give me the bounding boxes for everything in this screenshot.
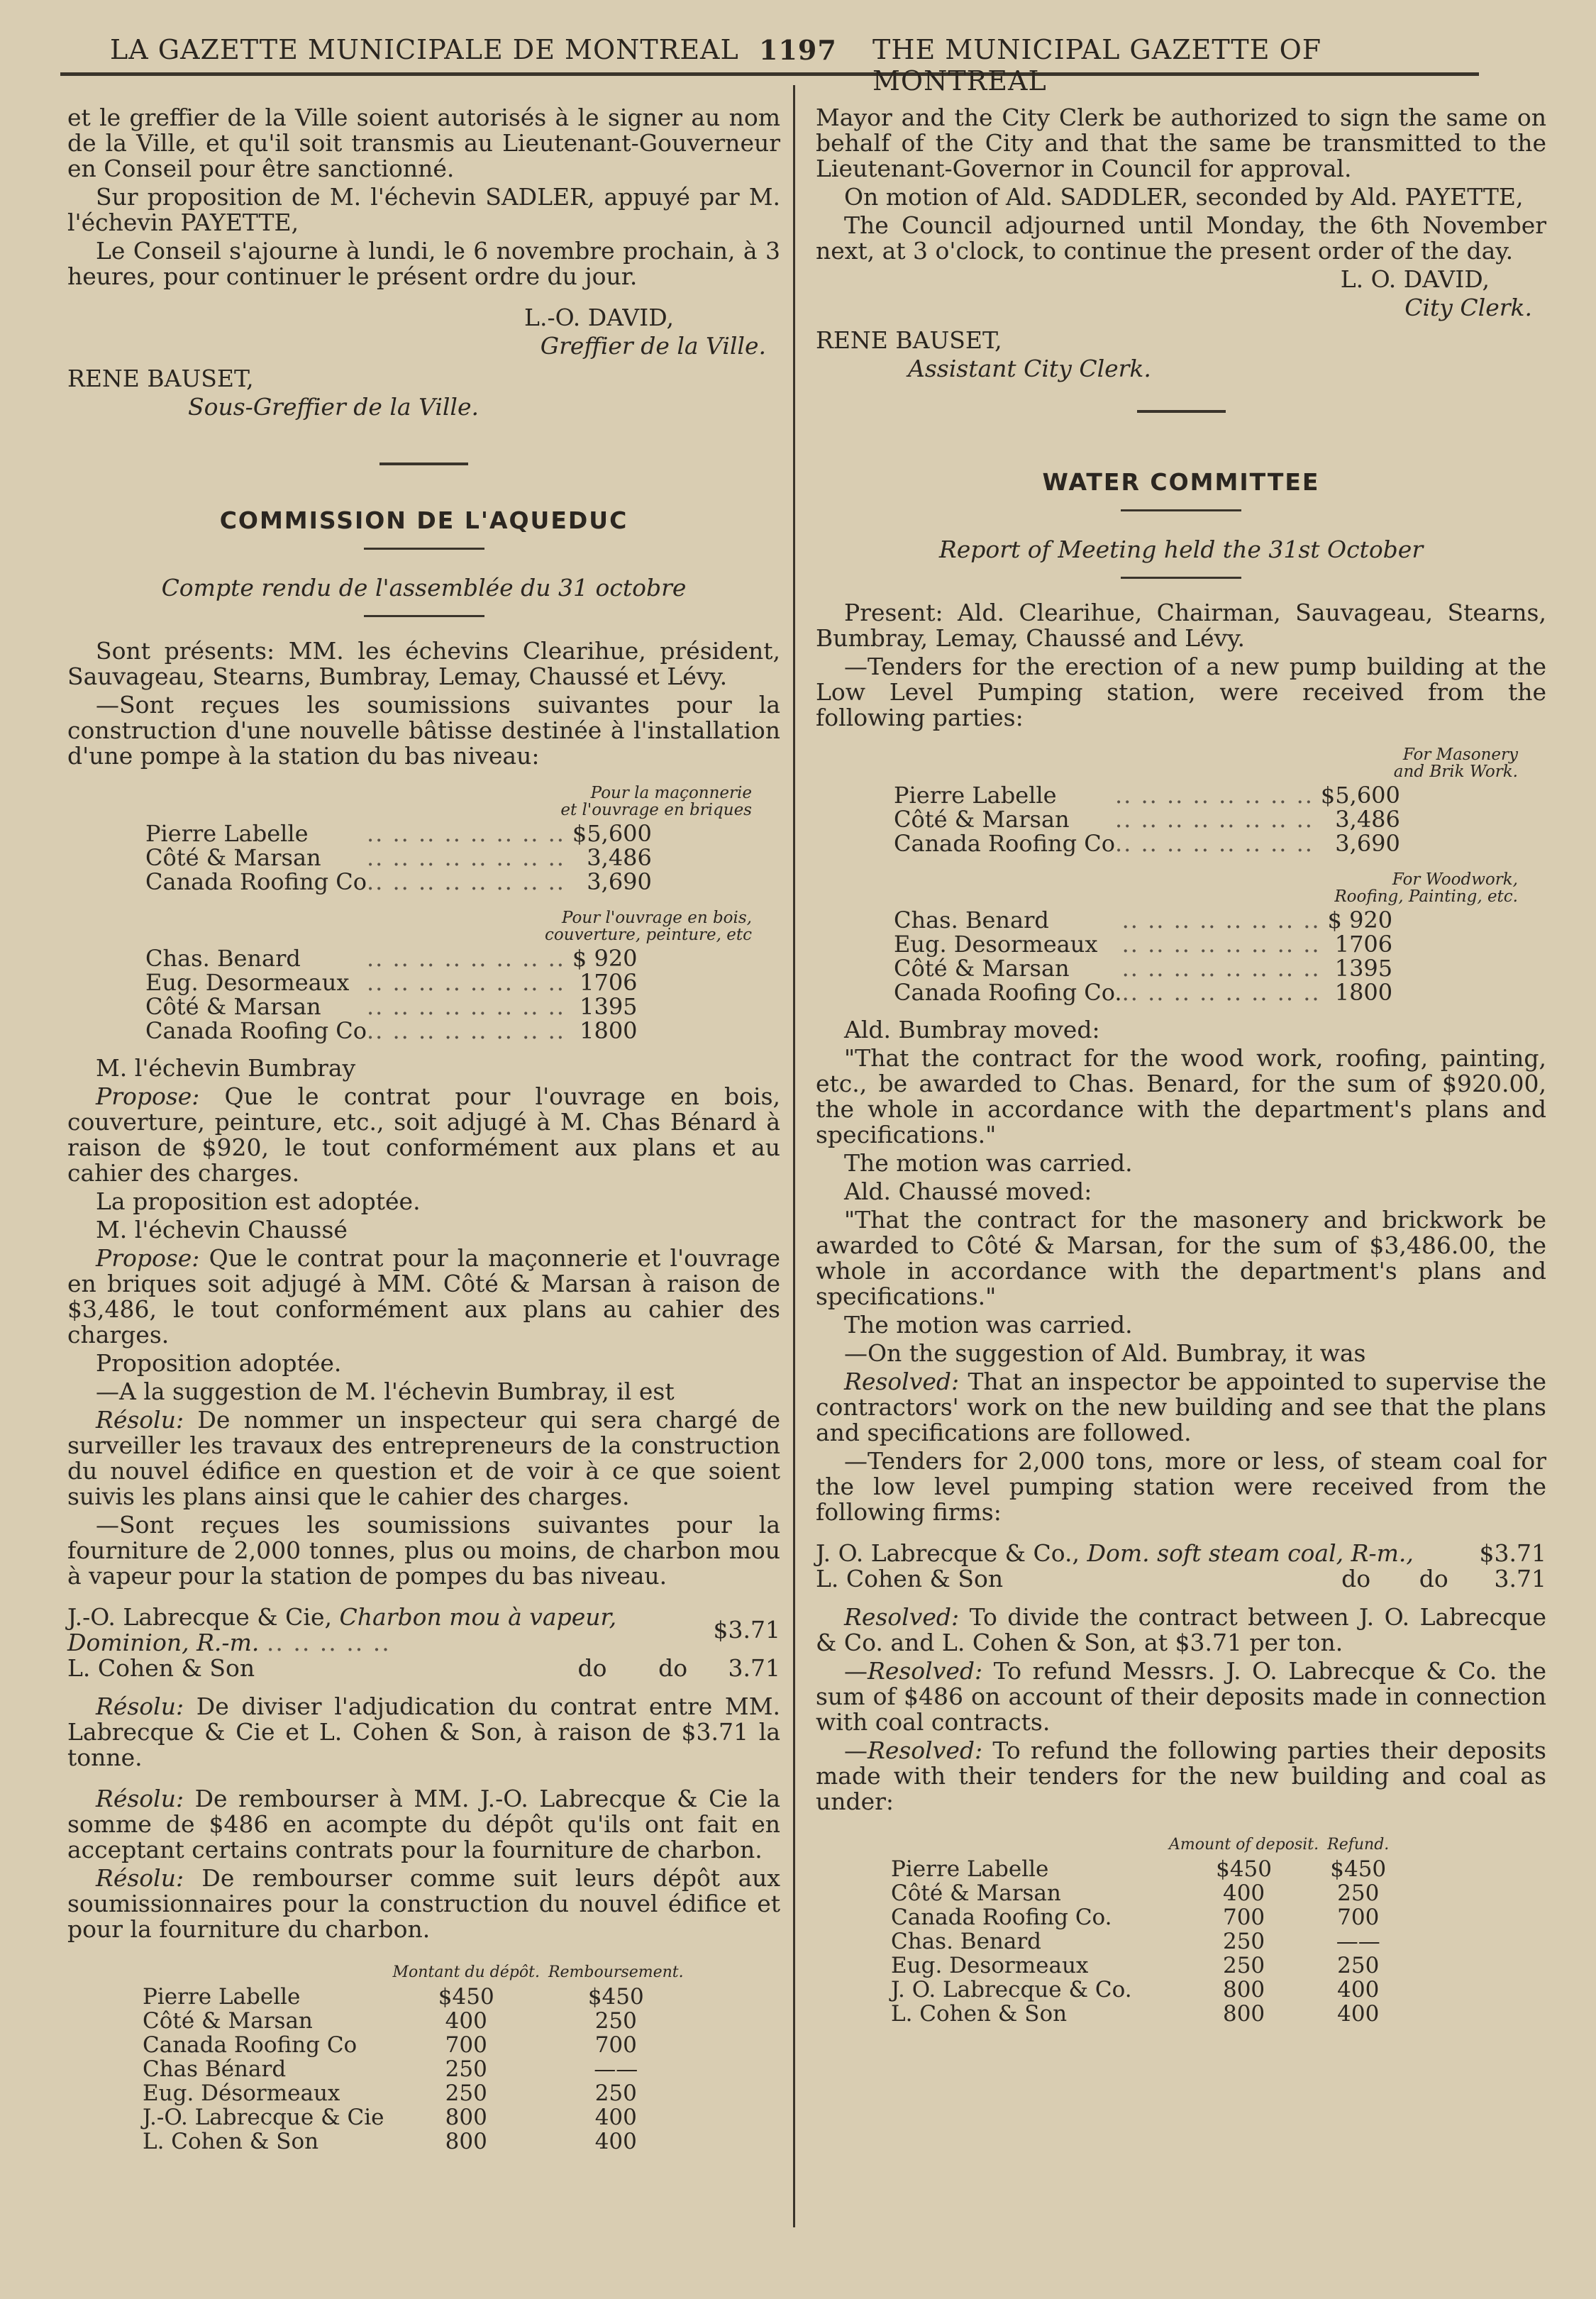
resolution-divide-text: To divide the contract between J. O. Labrecque & Co. and L. Cohen & Son, at $3.71 per ton. <box>816 1603 1546 1656</box>
table-row <box>138 2057 688 2081</box>
coal-price: $3.71 <box>1479 1539 1546 1567</box>
clerk-title: City Clerk. <box>1404 294 1532 321</box>
table-row <box>138 2033 688 2057</box>
deposit-name: L. Cohen & Son <box>891 2001 1068 2027</box>
deposit-amount: 400 <box>445 2008 487 2034</box>
table-row <box>138 2081 688 2105</box>
refund-amount: 700 <box>594 2032 637 2058</box>
coal-firm: L. Cohen & Son <box>67 1654 255 1682</box>
tender-amount: $5,600 <box>572 820 652 847</box>
suggestion-text: —On the suggestion of Ald. Bumbray, it was <box>844 1339 1366 1367</box>
refund-amount: 400 <box>1337 2001 1380 2027</box>
wood-tenders <box>894 908 1392 1004</box>
deposit-name: Pierre Labelle <box>891 1856 1049 1882</box>
adjourn-motion: On motion of Ald. SADDLER, seconded by Ald. PAYETTE, <box>844 183 1524 211</box>
tender-name: Eug. Desormeaux <box>894 931 1098 958</box>
coal-intro: —Tenders for 2,000 tons, more or less, of steam coal for the low level pumping station were received from the following firms: <box>816 1447 1546 1526</box>
refund-amount: 250 <box>1337 1953 1380 1978</box>
resolution-refund-486-text: To refund Messrs. J. O. Labrecque & Co. the sum of $486 on account of their deposits made in connection with coal contracts. <box>816 1657 1546 1736</box>
tender-name: Chas. Benard <box>894 907 1049 934</box>
deposit-amount: 250 <box>1222 1929 1265 1954</box>
section-subheading: Compte rendu de l'assemblée du 31 octobre <box>161 574 687 602</box>
coal-tenders <box>67 1605 780 1681</box>
resolution-inspector-text: That an inspector be appointed to supervise the contractors' work on the new building and see that the plans and specifications are followed. <box>816 1368 1546 1446</box>
tender-amount: 3,486 <box>1335 806 1400 833</box>
list-item: Canada Roofing Co .. .. .. .. .. .. .. .. 3,690 <box>894 830 1400 857</box>
tender-amount: 1706 <box>580 969 638 996</box>
bumbray-proposal-text: Que le contrat pour l'ouvrage en bois, couverture, peinture, etc., soit adjugé à M. Chas Bénard à raison de $920, le tout conformément aux plans et au cahier des charges. <box>67 1082 780 1187</box>
resolu-label: Résolu: <box>96 1693 184 1720</box>
table-row <box>887 1905 1393 1929</box>
tender-amount: $5,600 <box>1320 782 1400 809</box>
tender-name: Côté & Marsan <box>894 806 1070 833</box>
section-heading: WATER COMMITTEE <box>1042 468 1320 496</box>
column-header-refund: Remboursement. <box>548 1963 684 1981</box>
adopted-1: La proposition est adoptée. <box>96 1187 421 1215</box>
bumbray-proposal <box>67 1084 780 1186</box>
suggestion-text: —A la suggestion de M. l'échevin Bumbray, il est <box>96 1378 675 1405</box>
coal-tender-1 <box>816 1541 1473 1566</box>
deposit-amount: 400 <box>1222 1880 1265 1906</box>
deposit-amount: 700 <box>1222 1905 1265 1930</box>
resolution-refund-486-text: De rembourser à MM. J.-O. Labrecque & Cie la somme de $486 en acompte du dépôt qu'ils ont fait en acceptant certains contrats pour la fourniture de charbon. <box>67 1785 780 1863</box>
refund-amount: 400 <box>1337 1977 1380 2002</box>
resolution-divide-text: De diviser l'adjudication du contrat entre MM. Labrecque & Cie et L. Cohen & Son, à raison de $3.71 la tonne. <box>67 1693 781 1771</box>
list-item: Chas. Benard .. .. .. .. .. .. .. .. $ 920 <box>894 907 1393 934</box>
coal-firm: J. O. Labrecque & Co., <box>816 1539 1080 1567</box>
refund-amount: —— <box>1336 1929 1380 1954</box>
chausse-motion: "That the contract for the masonery and brickwork be awarded to Côté & Marsan, for the sum of $3,486.00, the whole in accordance with the department's plans and specifications." <box>816 1206 1546 1310</box>
tender-amount: 1395 <box>580 993 638 1020</box>
column-header-deposit: Montant du dépôt. <box>392 1963 540 1981</box>
tender-amount: $ 920 <box>1327 907 1393 934</box>
wood-caption-line-2: couverture, peinture, etc <box>545 926 752 944</box>
section-heading: COMMISSION DE L'AQUEDUC <box>219 506 628 534</box>
resolu-label: Résolu: <box>96 1864 184 1892</box>
bumbray-moved: Ald. Bumbray moved: <box>844 1016 1100 1043</box>
header-french-title: LA GAZETTE MUNICIPALE DE MONTREAL <box>110 34 739 65</box>
section-separator <box>1137 410 1226 413</box>
deposit-name: Chas Bénard <box>143 2056 287 2082</box>
deposit-name: J. O. Labrecque & Co. <box>891 1977 1132 2002</box>
coal-description: Dom. soft steam coal, R-m., <box>1087 1539 1414 1567</box>
tender-name: Canada Roofing Co <box>894 830 1115 857</box>
tender-name: Canada Roofing Co. <box>894 979 1122 1006</box>
resolution-refund-deposits <box>67 1866 780 1942</box>
wood-caption-line-2: Roofing, Painting, etc. <box>1334 887 1518 906</box>
intro-text: et le greffier de la Ville soient autorisés à le signer au nom de la Ville, et qu'il soit transmis au Lieutenant-Gouverneur en Conseil pour être sanctionné. <box>67 104 780 182</box>
deposit-amount: 800 <box>1222 2001 1265 2027</box>
header-english-title: THE MUNICIPAL GAZETTE OF MONTREAL <box>872 34 1322 96</box>
adopted-2: Proposition adoptée. <box>96 1349 342 1377</box>
deposit-name: Canada Roofing Co. <box>891 1905 1112 1930</box>
list-item: Côté & Marsan .. .. .. .. .. .. .. .. 1395 <box>894 955 1393 982</box>
deposit-amount: 250 <box>445 2081 487 2106</box>
tender-amount: 1395 <box>1334 955 1393 982</box>
masonry-caption-line-2: and Brik Work. <box>1393 763 1518 781</box>
coal-price: $3.71 <box>713 1616 780 1644</box>
list-item: Chas. Benard .. .. .. .. .. .. .. .. $ 920 <box>145 945 638 972</box>
clerk-signature: L. O. DAVID, <box>1340 265 1490 293</box>
deposit-name: L. Cohen & Son <box>143 2129 319 2154</box>
wood-caption-line-1: Pour l'ouvrage en bois, <box>562 909 752 927</box>
masonry-tenders <box>894 783 1400 855</box>
list-item: Canada Roofing Co .. .. .. .. .. .. .. .. 3,690 <box>145 868 652 895</box>
heading-rule <box>1121 509 1241 511</box>
deposit-amount: 250 <box>445 2056 487 2082</box>
resolution-refund-486: —Resolved: To refund Messrs. J. O. Labrecque & Co. the sum of $486 on account of their deposits made in connection with coal contracts. <box>816 1657 1546 1736</box>
french-column <box>67 105 780 2154</box>
wood-tenders <box>145 946 638 1043</box>
deposit-name: Pierre Labelle <box>143 1984 301 2010</box>
resolved-label: Resolved: <box>844 1368 960 1395</box>
tender-amount: 1800 <box>580 1017 638 1044</box>
table-row <box>887 2002 1393 2026</box>
resolution-refund-486 <box>67 1786 780 1863</box>
refund-amount: 700 <box>1337 1905 1380 1930</box>
page-number: 1197 <box>759 34 837 66</box>
table-header <box>138 1961 688 1985</box>
resolution-inspector <box>67 1407 780 1509</box>
table-row <box>887 1929 1393 1954</box>
resolution-inspector-text: De nommer un inspecteur qui sera chargé de surveiller les travaux des entrepreneurs de la construction du nouvel édifice en question et de voir à ce que soient suivis les plans ainsi que le cahier des charges. <box>67 1406 780 1510</box>
tender-name: Côté & Marsan <box>145 844 321 871</box>
tender-name: Canada Roofing Co <box>145 1017 367 1044</box>
ditto: do <box>658 1654 688 1682</box>
carried-1: The motion was carried. <box>844 1149 1133 1177</box>
resolu-label: Résolu: <box>96 1785 184 1812</box>
clerk-signature: L.-O. DAVID, <box>524 304 674 331</box>
list-item <box>816 1566 1546 1592</box>
refund-amount: 400 <box>594 2129 637 2154</box>
table-row <box>887 1954 1393 1978</box>
ditto: do <box>1341 1565 1371 1592</box>
tender-amount: 3,690 <box>587 868 652 895</box>
list-item: Eug. Desormeaux .. .. .. .. .. .. .. .. 1706 <box>145 969 638 996</box>
deposit-amount: 800 <box>445 2129 487 2154</box>
masonry-caption-line-1: For Masonery <box>1402 746 1518 764</box>
adjourn-text: The Council adjourned until Monday, the 6th November next, at 3 o'clock, to continue the present order of the day. <box>816 211 1546 265</box>
masonry-caption-line-1: Pour la maçonnerie <box>590 784 752 802</box>
deposit-name: Chas. Benard <box>891 1929 1042 1954</box>
tenders-intro: —Sont reçues les soumissions suivantes pour la construction d'une nouvelle bâtisse destinée à l'installation d'une pompe à la station du bas niveau: <box>67 691 780 770</box>
carried-2: The motion was carried. <box>844 1311 1133 1339</box>
resolution-refund-deposits: —Resolved: To refund the following parties their deposits made with their tenders for the new building and coal as under: <box>816 1736 1546 1815</box>
refund-amount: —— <box>594 2056 638 2082</box>
refund-amount: 400 <box>594 2105 637 2130</box>
tender-name: Côté & Marsan <box>145 993 321 1020</box>
tender-name: Chas. Benard <box>145 945 301 972</box>
english-column <box>816 105 1546 2026</box>
table-row <box>138 2105 688 2129</box>
deposit-amount: 250 <box>1222 1953 1265 1978</box>
column-divider <box>793 85 795 2227</box>
list-item <box>67 1656 780 1681</box>
adjourn-motion: Sur proposition de M. l'échevin SADLER, appuyé par M. l'échevin PAYETTE, <box>67 183 780 236</box>
chausse-proposal-text: Que le contrat pour la maçonnerie et l'ouvrage en briques soit adjugé à MM. Côté & Marsan à raison de $3,486, le tout conformément aux plans au cahier des charges. <box>67 1244 780 1348</box>
assistant-clerk-title: Sous-Greffier de la Ville. <box>188 393 480 421</box>
bumbray-name: M. l'échevin Bumbray <box>96 1054 356 1082</box>
list-item: Côté & Marsan .. .. .. .. .. .. .. .. 1395 <box>145 993 638 1020</box>
present-members: Present: Ald. Clearihue, Chairman, Sauvageau, Stearns, Bumbray, Lemay, Chaussé and Lévy. <box>816 599 1546 652</box>
deposit-amount: 800 <box>1222 1977 1265 2002</box>
resolved-label: Resolved: <box>844 1603 960 1631</box>
tender-amount: $ 920 <box>572 945 638 972</box>
deposit-table <box>887 1833 1393 2026</box>
assistant-clerk-name: RENE BAUSET, <box>816 326 1002 354</box>
deposit-name: J.-O. Labrecque & Cie <box>143 2105 384 2130</box>
coal-tenders <box>816 1541 1546 1592</box>
deposit-name: Eug. Désormeaux <box>143 2081 340 2106</box>
column-header-deposit: Amount of deposit. <box>1169 1836 1319 1854</box>
deposit-table <box>138 1961 688 2154</box>
tender-name: Eug. Desormeaux <box>145 969 350 996</box>
subheading-rule <box>1121 577 1241 579</box>
coal-price: 3.71 <box>728 1654 780 1682</box>
coal-firm: L. Cohen & Son <box>816 1565 1004 1592</box>
subheading-rule <box>364 615 484 617</box>
masonry-caption <box>816 746 1518 780</box>
tender-amount: 3,486 <box>587 844 652 871</box>
resolved-label: Resolved: <box>868 1736 983 1764</box>
assistant-clerk-title: Assistant City Clerk. <box>908 355 1151 382</box>
resolution-divide <box>67 1694 780 1771</box>
deposit-name: Eug. Desormeaux <box>891 1953 1089 1978</box>
resolution-inspector <box>816 1369 1546 1446</box>
table-row <box>887 1978 1393 2002</box>
deposit-amount: 700 <box>445 2032 487 2058</box>
deposit-name: Canada Roofing Co <box>143 2032 358 2058</box>
list-item <box>67 1605 780 1656</box>
section-subheading: Report of Meeting held the 31st October <box>938 536 1424 563</box>
section-separator <box>379 462 468 465</box>
deposit-amount: $450 <box>438 1984 494 2010</box>
heading-rule <box>364 548 484 550</box>
chausse-name: M. l'échevin Chaussé <box>96 1216 348 1243</box>
page-header <box>60 27 1479 96</box>
deposit-amount: $450 <box>1216 1856 1273 1882</box>
refund-amount: $450 <box>1330 1856 1387 1882</box>
resolution-refund-deposits-text: To refund the following parties their deposits made with their tenders for the new building and coal as under: <box>816 1736 1546 1815</box>
deposit-name: Côté & Marsan <box>143 2008 313 2034</box>
table-row <box>138 1985 688 2009</box>
present-members: Sont présents: MM. les échevins Clearihue, président, Sauvageau, Stearns, Bumbray, Lemay, Chaussé et Lévy. <box>67 637 780 690</box>
chausse-moved: Ald. Chaussé moved: <box>844 1178 1092 1205</box>
clerk-title: Greffier de la Ville. <box>540 332 766 360</box>
table-header <box>887 1833 1393 1857</box>
tender-name: Côté & Marsan <box>894 955 1070 982</box>
list-item: Canada Roofing Co .. .. .. .. .. .. .. .. 1800 <box>145 1017 638 1044</box>
coal-intro: —Sont reçues les soumissions suivantes pour la fourniture de 2,000 tonnes, plus ou moins, de charbon mou à vapeur pour la station de pompes du bas niveau. <box>67 1511 780 1590</box>
intro-text: Mayor and the City Clerk be authorized to sign the same on behalf of the City and that the same be transmitted to the Lieutenant-Governor in Council for approval. <box>816 104 1546 182</box>
refund-amount: 250 <box>1337 1880 1380 1906</box>
wood-caption <box>67 909 752 943</box>
tender-amount: 1800 <box>1334 979 1393 1006</box>
list-item: Côté & Marsan .. .. .. .. .. .. .. .. 3,486 <box>894 806 1400 833</box>
masonry-caption-line-2: et l'ouvrage en briques <box>560 801 752 819</box>
ditto: do <box>577 1654 607 1682</box>
tender-amount: 1706 <box>1334 931 1393 958</box>
list-item: Pierre Labelle .. .. .. .. .. .. .. .. $5,600 <box>145 820 652 847</box>
masonry-caption <box>67 785 752 819</box>
coal-tender-1: J.-O. Labrecque & Cie, Charbon mou à vapeur, Dominion, R.-m. .. .. .. .. .. <box>67 1603 617 1656</box>
bumbray-motion: "That the contract for the wood work, roofing, painting, etc., be awarded to Chas. Benard, for the sum of $920.00, the whole in accordance with the department's plans and specifications." <box>816 1044 1546 1148</box>
deposit-name: Côté & Marsan <box>891 1880 1061 1906</box>
resolu-label: Résolu: <box>96 1406 184 1434</box>
list-item: Pierre Labelle .. .. .. .. .. .. .. .. $5,600 <box>894 782 1400 809</box>
resolved-label: Resolved: <box>868 1657 983 1685</box>
chausse-proposal <box>67 1246 780 1348</box>
refund-amount: $450 <box>587 1984 644 2010</box>
propose-label: Propose: <box>96 1082 200 1110</box>
resolution-refund-deposits-text: De rembourser comme suit leurs dépôt aux soumissionnaires pour la construction du nouvel édifice et pour la fourniture du charbon. <box>67 1864 780 1943</box>
coal-firm: J.-O. Labrecque & Cie, <box>67 1603 332 1631</box>
adjourn-text: Le Conseil s'ajourne à lundi, le 6 novembre prochain, à 3 heures, pour continuer le présent ordre du jour. <box>67 237 780 290</box>
propose-label: Propose: <box>96 1244 200 1272</box>
tender-name: Pierre Labelle <box>145 820 309 847</box>
coal-description: Charbon mou à vapeur, Dominion, R.-m. <box>67 1603 617 1656</box>
masonry-tenders <box>145 821 652 894</box>
list-item <box>816 1541 1546 1566</box>
tender-name: Canada Roofing Co <box>145 868 367 895</box>
deposit-amount: 800 <box>445 2105 487 2130</box>
refund-amount: 250 <box>594 2008 637 2034</box>
resolution-divide <box>816 1605 1546 1656</box>
wood-caption <box>816 871 1518 905</box>
table-row <box>887 1881 1393 1905</box>
assistant-clerk-name: RENE BAUSET, <box>67 365 254 392</box>
tender-name: Pierre Labelle <box>894 782 1057 809</box>
table-row <box>138 2129 688 2154</box>
wood-caption-line-1: For Woodwork, <box>1392 870 1518 889</box>
list-item: Côté & Marsan .. .. .. .. .. .. .. .. 3,486 <box>145 844 652 871</box>
table-row <box>138 2009 688 2033</box>
table-row <box>887 1857 1393 1881</box>
ditto: do <box>1419 1565 1448 1592</box>
list-item: Eug. Desormeaux .. .. .. .. .. .. .. .. 1706 <box>894 931 1393 958</box>
refund-amount: 250 <box>594 2081 637 2106</box>
tender-amount: 3,690 <box>1335 830 1400 857</box>
tenders-intro: —Tenders for the erection of a new pump building at the Low Level Pumping station, were received from the following parties: <box>816 653 1546 731</box>
list-item: Canada Roofing Co. .. .. .. .. .. .. .. .. 1800 <box>894 979 1393 1006</box>
coal-price: 3.71 <box>1494 1565 1546 1592</box>
column-header-refund: Refund. <box>1327 1836 1390 1854</box>
